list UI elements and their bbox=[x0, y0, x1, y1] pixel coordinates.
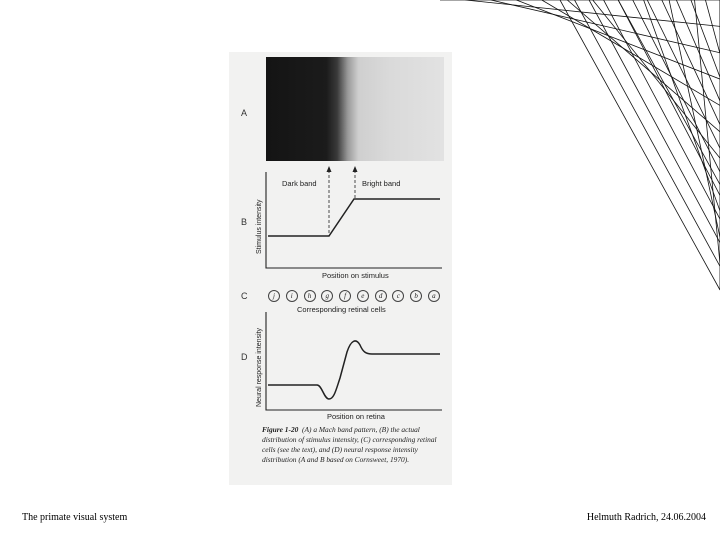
retinal-cell: f bbox=[339, 290, 351, 302]
retinal-cell: e bbox=[357, 290, 369, 302]
retinal-cell: h bbox=[304, 290, 316, 302]
caption-number: Figure 1-20 bbox=[262, 425, 299, 434]
footer-title: The primate visual system bbox=[22, 512, 128, 523]
retinal-cell: c bbox=[392, 290, 404, 302]
panel-d-curve bbox=[268, 341, 440, 399]
panel-d-axes bbox=[266, 312, 442, 410]
panel-b-ylabel: Stimulus intensity bbox=[256, 199, 263, 254]
retinal-cell: a bbox=[428, 290, 440, 302]
retinal-cell: d bbox=[375, 290, 387, 302]
panel-label-b: B bbox=[241, 217, 248, 227]
panel-c-label: Corresponding retinal cells bbox=[297, 305, 386, 314]
panel-label-c: C bbox=[241, 291, 248, 301]
retinal-cell: j bbox=[268, 290, 280, 302]
caption-text: (A) a Mach band pattern, (B) the actual distribution of stimulus intensity, (C) corresponding retinal cells (see the text), and (D) neural response intensity distribution (A and B based on Cornsweet, 1970). bbox=[262, 425, 437, 464]
panel-b-arrow-right bbox=[353, 166, 358, 172]
panel-label-a: A bbox=[241, 108, 248, 118]
footer-author-date: Helmuth Radrich, 24.06.2004 bbox=[586, 512, 706, 523]
panel-b-curve bbox=[268, 199, 440, 236]
panel-b-dark-band-label: Dark band bbox=[282, 179, 317, 188]
retinal-cell: g bbox=[321, 290, 333, 302]
panel-d-xlabel: Position on retina bbox=[327, 412, 385, 421]
figure-caption bbox=[262, 425, 448, 465]
panel-b-arrow-left bbox=[327, 166, 332, 172]
panel-b-bright-band-label: Bright band bbox=[362, 179, 401, 188]
panel-d-ylabel: Neural response intensity bbox=[256, 328, 263, 407]
panel-b-xlabel: Position on stimulus bbox=[322, 271, 389, 280]
retinal-cells-row bbox=[268, 290, 440, 302]
retinal-cell: i bbox=[286, 290, 298, 302]
panel-label-d: D bbox=[241, 352, 248, 362]
retinal-cell: b bbox=[410, 290, 422, 302]
